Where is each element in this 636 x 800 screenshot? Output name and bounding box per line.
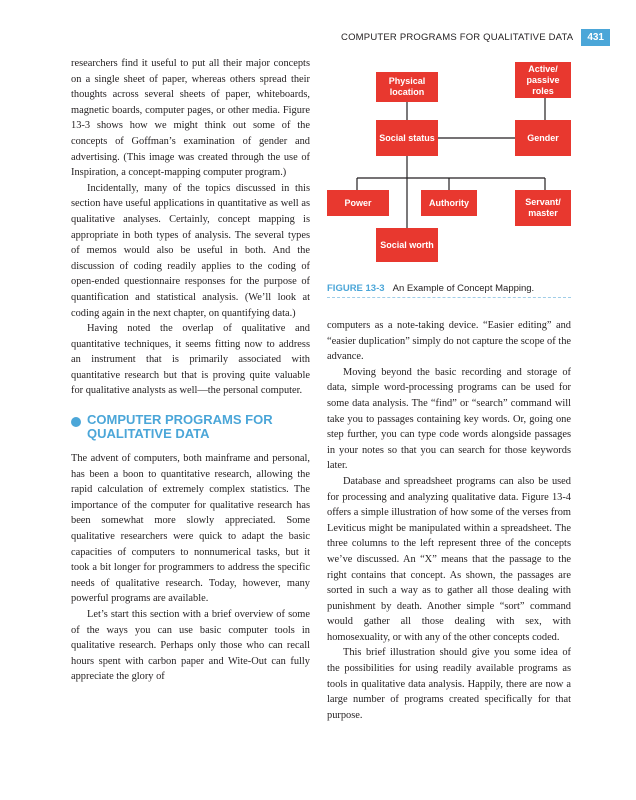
paragraph: Having noted the overlap of qualitative and quantitative techniques, it seems fitting now to address an instrument that is primarily associated with quantitative research but that is proving quite valuable for qualitative analysts as well—the personal computer. <box>71 323 310 397</box>
node-gender: Gender <box>515 120 571 156</box>
figure-label: FIGURE 13-3 <box>327 283 385 294</box>
node-physical-location: Physical location <box>376 72 438 102</box>
section-title: COMPUTER PROGRAMS FOR QUALITATIVE DATA <box>87 412 273 442</box>
paragraph: Database and spreadsheet programs can also be used for processing and analyzing qualitative data. Figure 13-4 offers a simple illustration of how some of the verses from Leviticus might be manipulated within a spreadsheet. The three columns to the left represent three of the concepts we’ve discussed. An “X” means that the passage to the right contains that concept. As shown, the passages are sorted in such a way as to gather all those dealing with punishment by death. Another simple “sort” command would gather all those dealing with sex, with homosexuality, or with any of the other concepts coded. <box>327 475 571 643</box>
figure-caption-text: An Example of Concept Mapping. <box>392 283 535 294</box>
section-heading <box>71 413 310 441</box>
node-authority: Authority <box>421 190 477 216</box>
right-column <box>327 318 571 723</box>
paragraph: The advent of computers, both mainframe and personal, has been a boon to quantitative research, allowing the rapid calculation of extremely complex statistics. The importance of the computer for qualitative research has been somewhat more slowly appreciated. Some qualitative researchers were quick to adapt the basic capacities of computers to nonnumerical tasks, but it took a bit longer for programmers to address the specific needs of qualitative research. Today, however, many powerful programs are available. <box>71 453 310 605</box>
node-power: Power <box>327 190 389 216</box>
paragraph: This brief illustration should give you some idea of the possibilities for using readily available programs as tools in qualitative data analysis. Happily, there are now a large number of programs created specifically for that purpose. <box>327 647 571 721</box>
paragraph: Let’s start this section with a brief overview of some of the ways you can use basic computer tools in qualitative research. Perhaps only those who can recall hours spent with carbon paper and Wite-Out can fully appreciate the glory of <box>71 609 310 683</box>
left-column <box>71 56 310 685</box>
page-number: 431 <box>581 29 610 46</box>
paragraph: researchers find it useful to put all their major concepts on a single sheet of paper, whereas others spread their thoughts across several sheets of paper, whiteboards, magnetic boards, computer pages, or other media. Figure 13-3 shows how we might think out some of the concepts of Goffman’s examination of gender and advertising. (This image was created through the use of Inspiration, a concept-mapping computer program.) <box>71 58 310 179</box>
paragraph: Moving beyond the basic recording and storage of data, simple word-processing programs can be used for some data analysis. The “find” or “search” command will take you to passages containing key words. Or, going one step further, you can type code words alongside passages in your notes so that you can search for those keywords later. <box>327 366 571 472</box>
section-bullet-icon <box>71 417 81 427</box>
node-active-passive-roles: Active/ passive roles <box>515 62 571 98</box>
node-servant-master: Servant/ master <box>515 190 571 226</box>
figure-divider <box>327 297 571 298</box>
paragraph: computers as a note-taking device. “Easier editing” and “easier duplication” simply do not capture the scope of the advance. <box>327 320 571 363</box>
running-head: COMPUTER PROGRAMS FOR QUALITATIVE DATA <box>341 31 574 43</box>
figure-caption <box>327 283 571 294</box>
page-header <box>341 27 610 47</box>
node-social-status: Social status <box>376 120 438 156</box>
paragraph: Incidentally, many of the topics discussed in this section have useful applications in quantitative as well as qualitative analyses. Certainly, concept mapping is appropriate in both types of analysis. The several types of memos would also be useful in both. And the discussion of coding readily applies to the coding of open-ended questionnaire responses for the purpose of quantification and statistical analysis. (We’ll look at coding again in the next chapter, on quantifying data.) <box>71 182 310 319</box>
concept-map <box>327 58 571 268</box>
node-social-worth: Social worth <box>376 228 438 262</box>
